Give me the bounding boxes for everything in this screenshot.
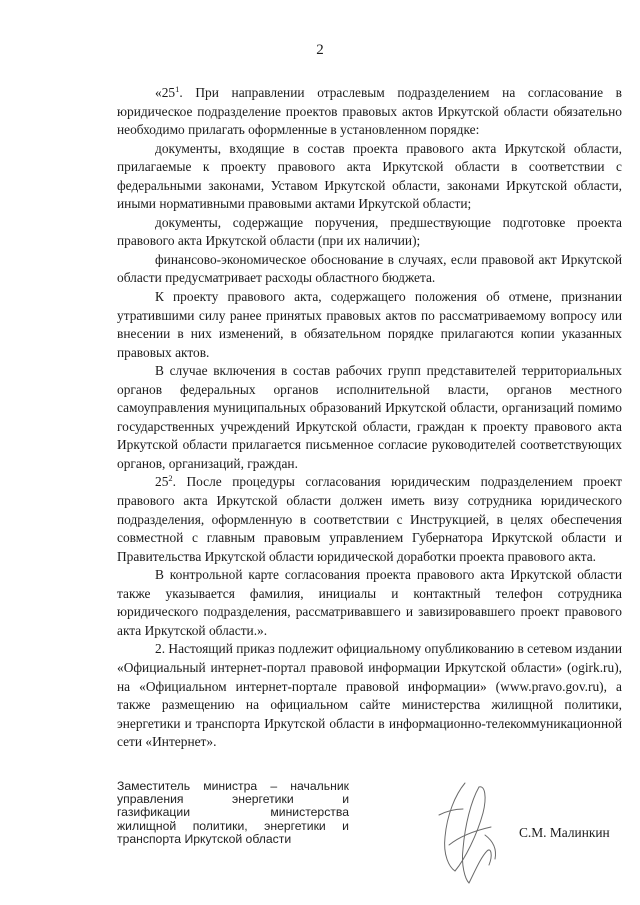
signatory-position xyxy=(117,780,349,846)
superscript: 2 xyxy=(168,473,173,484)
position-line: транспорта Иркутской области xyxy=(117,831,292,846)
paragraph-control-card: В контрольной карте согласования проекта правового акта Иркутской области также указывается фамилия, инициалы и контактный телефон сотрудника юридического подразделения, рассматривавшего и завизировавшего проект правового акта Иркутской области.». xyxy=(117,567,622,638)
paragraph-working-groups: В случае включения в состав рабочих групп представителей территориальных органов федеральных органов исполнительной власти, органов местного самоуправления муниципальных образований Иркутской области, организаций помимо государственных учреждений Иркутской области, граждан к проекту правового акта Иркутской области прилагается письменное согласие руководителей соответствующих органов, организаций, граждан. xyxy=(117,363,622,471)
document-body xyxy=(117,84,622,752)
handwritten-signature xyxy=(425,775,510,890)
paragraph-financial-justification: финансово-экономическое обоснование в случаях, если правовой акт Иркутской области предусматривает расходы областного бюджета. xyxy=(117,251,622,286)
position-line: газификации министерства xyxy=(117,805,349,820)
paragraph-documents-list: документы, входящие в состав проекта правового акта Иркутской области, прилагаемые к проекту правового акта Иркутской области в соответствии с федеральными законами, Уставом Иркутской области, законами Иркутской области, иными нормативными правовыми актами Иркутской области; xyxy=(117,140,622,212)
paragraph-instructions: документы, содержащие поручения, предшествующие подготовке проекта правового акта Иркутской области (при их наличии); xyxy=(117,214,622,249)
position-line: жилищной политики, энергетики и xyxy=(117,818,349,833)
superscript: 1 xyxy=(175,84,180,94)
position-line: управления энергетики и xyxy=(117,792,349,807)
position-line: Заместитель министра – начальник xyxy=(117,779,349,793)
signatory-name: С.М. Малинкин xyxy=(519,825,610,840)
paragraph-25-1: «$25^1$. При направлении отраслевым подразделением на согласование в юридическое подразделение проектов правовых актов Иркутской области обязательно необходимо прилагать оформленные в установленном порядке: xyxy=(117,84,622,138)
paragraph-25-2: $25^2$. После процедуры согласования юридическим подразделением проект правового акта Иркутской области должен иметь визу сотрудника юридического подразделения, оформленную в соответствии с Инструкцией, в целях обеспечения совместной с главным правовым управлением Губернатора Иркутской области и Правительства Иркутской области юридической доработки проекта правового акта. xyxy=(117,473,622,564)
page-number: 2 xyxy=(316,42,324,58)
paragraph-publication: 2. Настоящий приказ подлежит официальному опубликованию в сетевом издании «Официальный интернет-портал правовой информации Иркутской области» (ogirk.ru), на «Официальном интернет-портале правовой информации» (www.pravo.gov.ru), а также размещению на официальном сайте министерства жилищной политики, энергетики и транспорта Иркутской области в информационно-телекоммуникационной сети «Интернет». xyxy=(117,641,622,750)
paragraph-repeal-copies: К проекту правового акта, содержащего положения об отмене, признании утратившими силу ранее принятых правовых актов по рассматриваемому вопросу или внесении в них изменений, в обязательном порядке прилагаются копии указанных правовых актов. xyxy=(117,289,622,360)
